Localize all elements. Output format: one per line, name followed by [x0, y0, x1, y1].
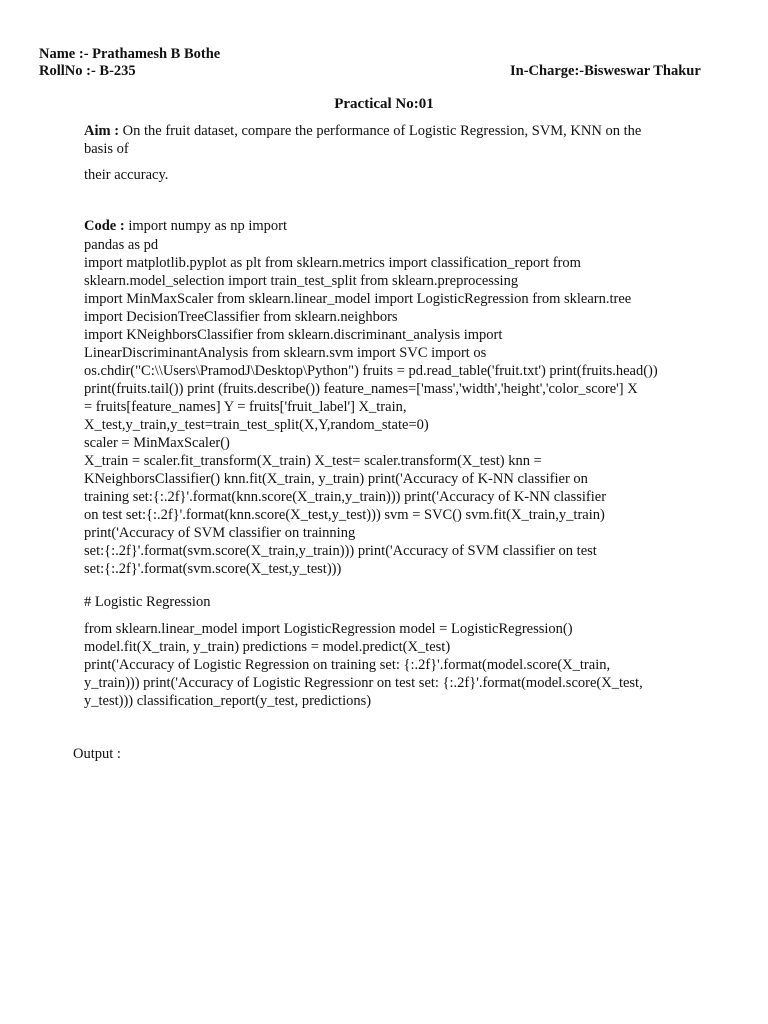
code-text: import numpy as np import: [128, 218, 287, 234]
code-line: scaler = MinMaxScaler(): [84, 435, 230, 451]
code-first-line: [84, 218, 287, 235]
code-line: X_train = scaler.fit_transform(X_train) X_test= scaler.transform(X_test) knn =: [84, 453, 542, 469]
code-line: on test set:{:.2f}'.format(knn.score(X_test,y_test))) svm = SVC() svm.fit(X_train,y_train): [84, 507, 605, 523]
code-line: model.fit(X_train, y_train) predictions = model.predict(X_test): [84, 639, 451, 655]
code-label: Code :: [84, 218, 125, 234]
code-line: import DecisionTreeClassifier from sklearn.neighbors: [84, 309, 398, 325]
roll-number: RollNo :- B-235: [39, 63, 136, 79]
aim-line-2: basis of: [84, 141, 129, 157]
code-line: pandas as pd: [84, 237, 159, 253]
code-line: sklearn.model_selection import train_test_split from sklearn.preprocessing: [84, 273, 519, 289]
in-charge: In-Charge:-Bisweswar Thakur: [510, 63, 701, 79]
page-title: Practical No:01: [334, 96, 434, 112]
code-line: y_train))) print('Accuracy of Logistic Regressionr on test set: {:.2f}'.format(model.score(X_test,: [84, 675, 643, 691]
code-line: y_test))) classification_report(y_test, predictions): [84, 693, 372, 709]
code-line: import KNeighborsClassifier from sklearn.discriminant_analysis import: [84, 327, 503, 343]
code-line: X_test,y_train,y_test=train_test_split(X,Y,random_state=0): [84, 417, 429, 433]
output-label: Output :: [73, 746, 121, 762]
code-line: = fruits[feature_names] Y = fruits['fruit_label'] X_train,: [84, 399, 407, 415]
code-line: set:{:.2f}'.format(svm.score(X_train,y_train))) print('Accuracy of SVM classifier on test: [84, 543, 597, 559]
aim-line-1: On the fruit dataset, compare the performance of Logistic Regression, SVM, KNN on the: [122, 123, 642, 139]
code-line: print('Accuracy of Logistic Regression on training set: {:.2f}'.format(model.score(X_train,: [84, 657, 611, 673]
aim-label: Aim :: [84, 123, 120, 139]
aim-paragraph: [84, 123, 641, 140]
code-line: print('Accuracy of SVM classifier on trainning: [84, 525, 356, 541]
code-line: print(fruits.tail()) print (fruits.describe()) feature_names=['mass','width','height','color_score'] X: [84, 381, 638, 397]
code-comment: # Logistic Regression: [84, 594, 211, 610]
aim-line-3: their accuracy.: [84, 167, 169, 183]
code-line: from sklearn.linear_model import LogisticRegression model = LogisticRegression(): [84, 621, 573, 637]
code-line: set:{:.2f}'.format(svm.score(X_test,y_test))): [84, 561, 342, 577]
code-line: training set:{:.2f}'.format(knn.score(X_train,y_train))) print('Accuracy of K-NN classifier: [84, 489, 607, 505]
code-line: LinearDiscriminantAnalysis from sklearn.svm import SVC import os: [84, 345, 487, 361]
code-line: os.chdir("C:\\Users\PramodJ\Desktop\Python") fruits = pd.read_table('fruit.txt') print(fruits.head()): [84, 363, 658, 379]
student-name: Name :- Prathamesh B Bothe: [39, 46, 221, 62]
code-line: import matplotlib.pyplot as plt from sklearn.metrics import classification_report from: [84, 255, 581, 271]
code-line: KNeighborsClassifier() knn.fit(X_train, y_train) print('Accuracy of K-NN classifier on: [84, 471, 588, 487]
code-line: import MinMaxScaler from sklearn.linear_model import LogisticRegression from sklearn.tree: [84, 291, 632, 307]
